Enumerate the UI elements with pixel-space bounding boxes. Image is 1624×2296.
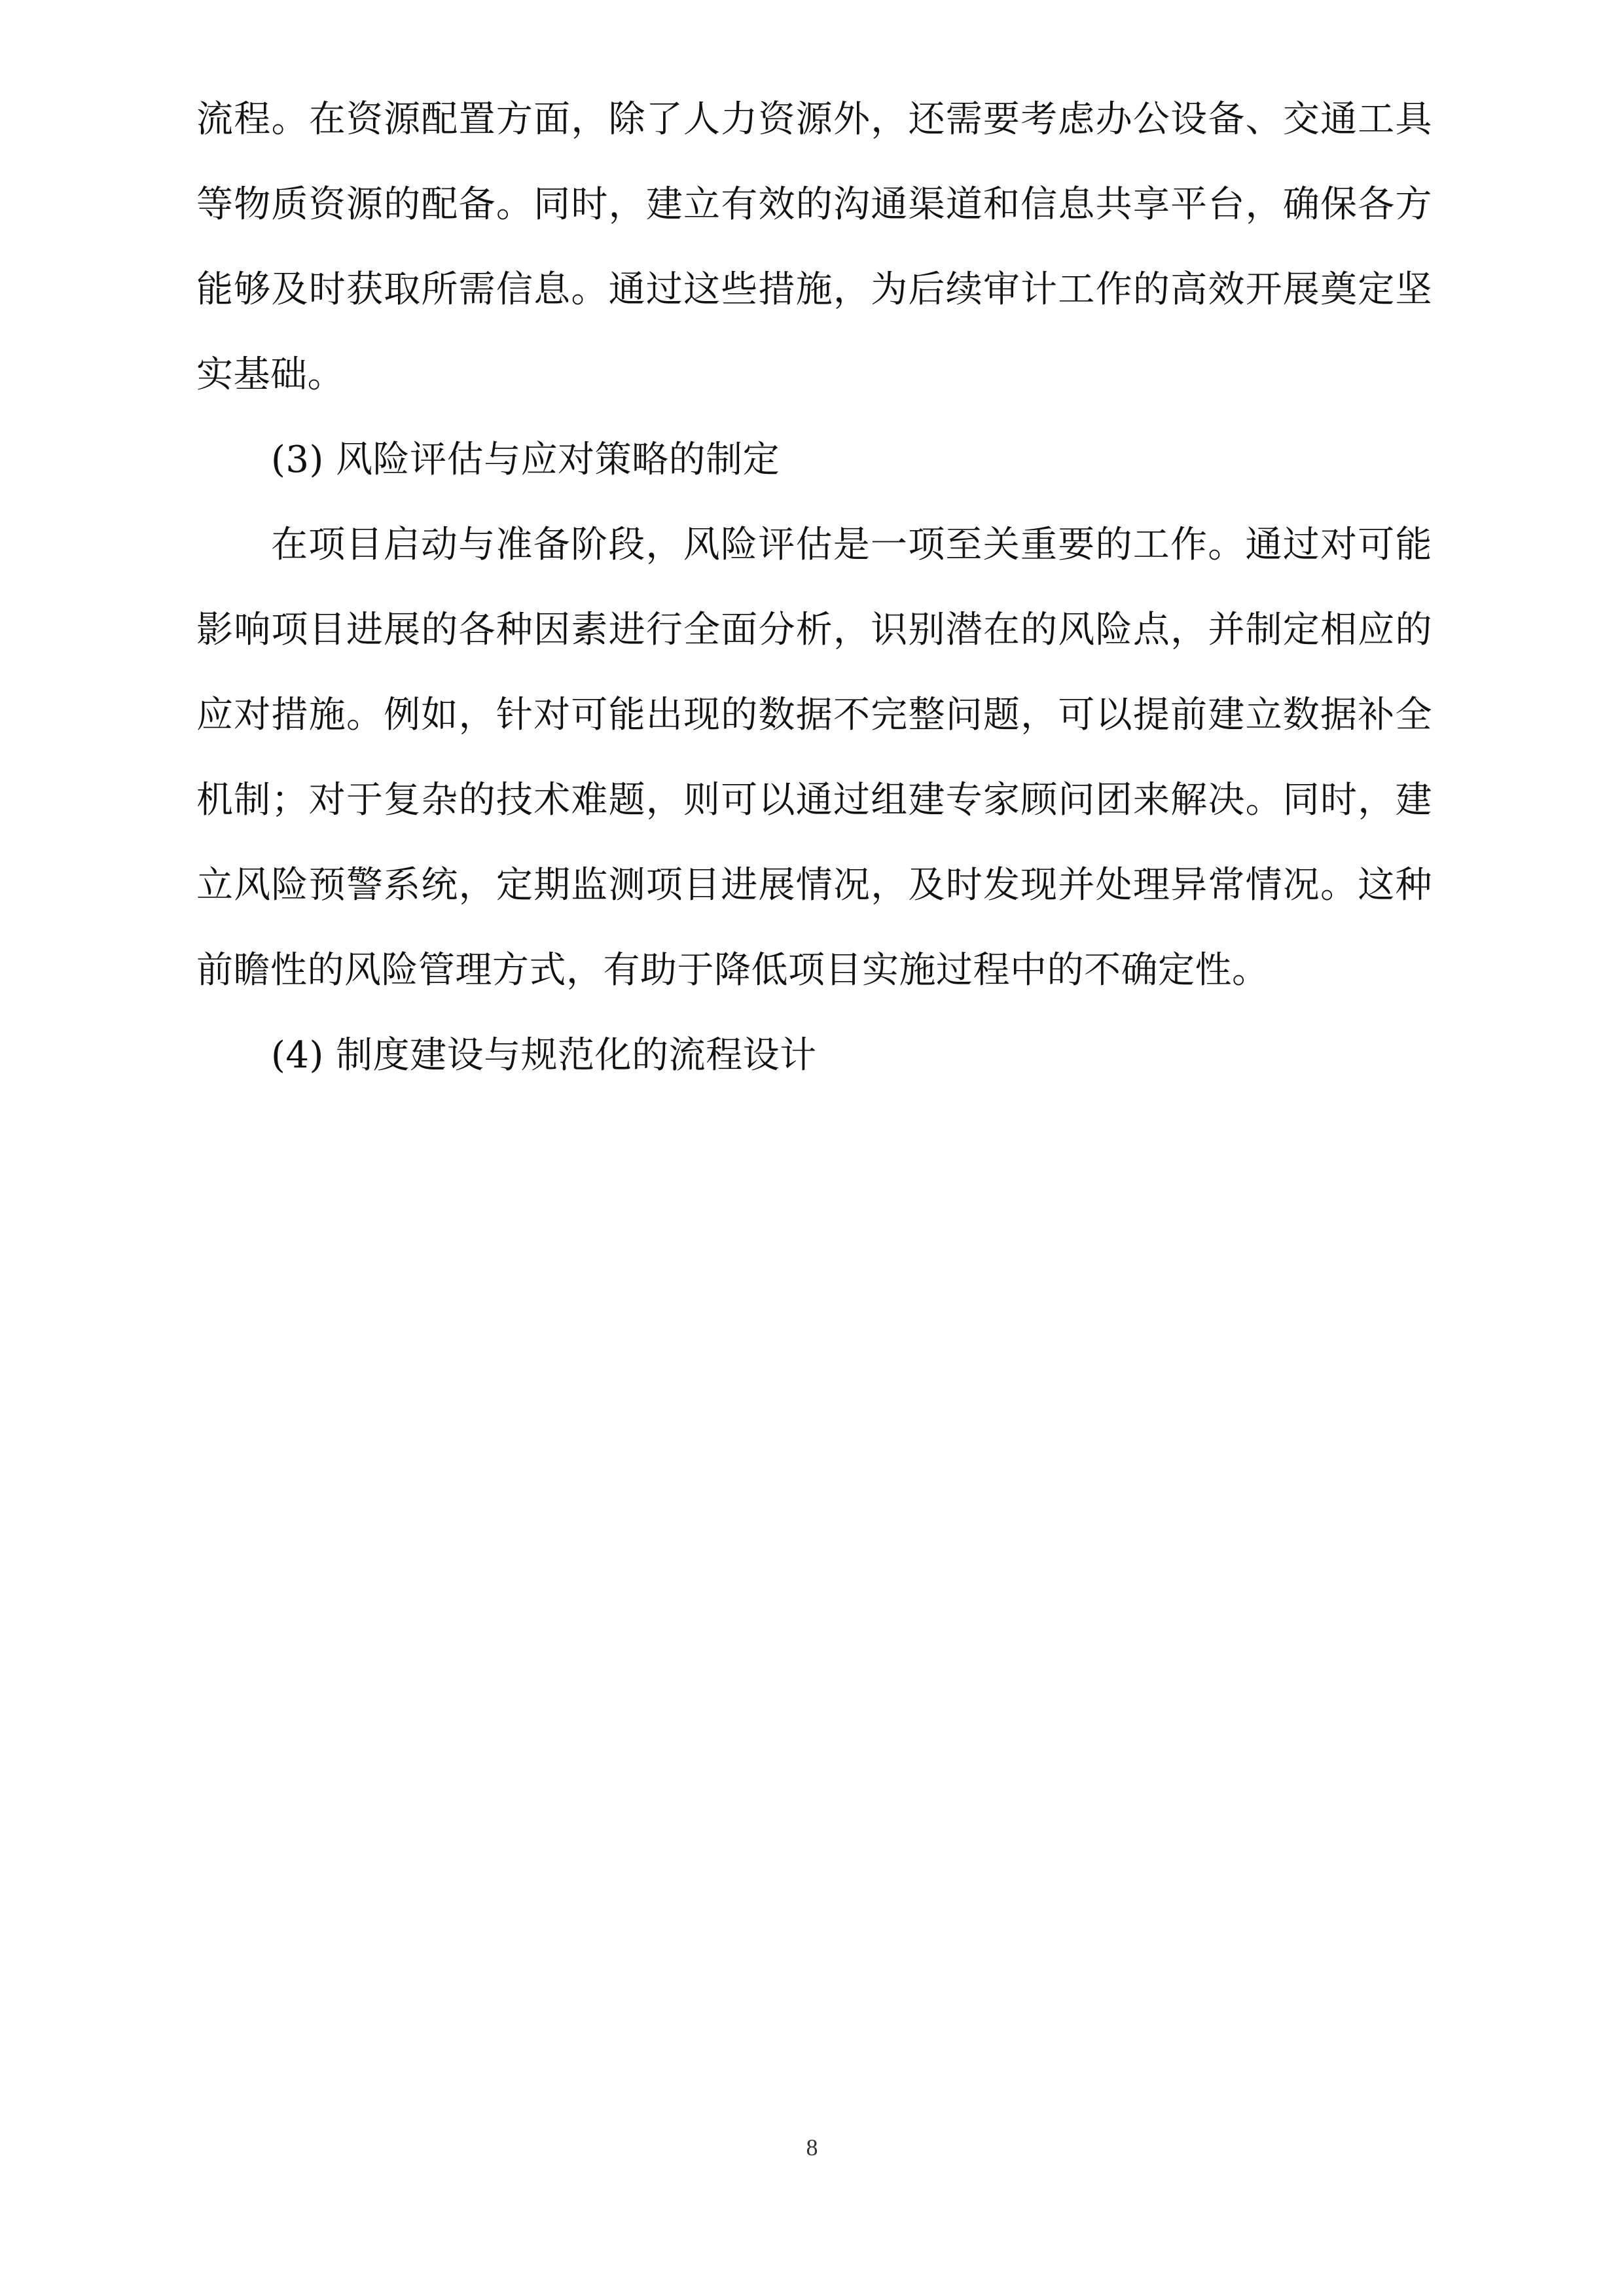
page-body xyxy=(196,77,1432,1098)
section-heading: (4) 制度建设与规范化的流程设计 xyxy=(271,1034,817,1077)
page-number: 8 xyxy=(806,2134,818,2161)
section-heading: (3) 风险评估与应对策略的制定 xyxy=(271,439,780,481)
body-paragraph: 流程。在资源配置方面，除了人力资源外，还需要考虑办公设备、交通工具等物质资源的配备。同时，建立有效的沟通渠道和信息共享平台，确保各方能够及时获取所需信息。通过这些措施，为后续审计工作的高效开展奠定坚实基础。 xyxy=(196,98,1432,396)
body-paragraph: 在项目启动与准备阶段，风险评估是一项至关重要的工作。通过对可能影响项目进展的各种因素进行全面分析，识别潜在的风险点，并制定相应的应对措施。例如，针对可能出现的数据不完整问题，可以提前建立数据补全机制；对于复杂的技术难题，则可以通过组建专家顾问团来解决。同时，建立风险预警系统，定期监测项目进展情况，及时发现并处理异常情况。这种前瞻性的风险管理方式，有助于降低项目实施过程中的不确定性。 xyxy=(196,524,1432,992)
